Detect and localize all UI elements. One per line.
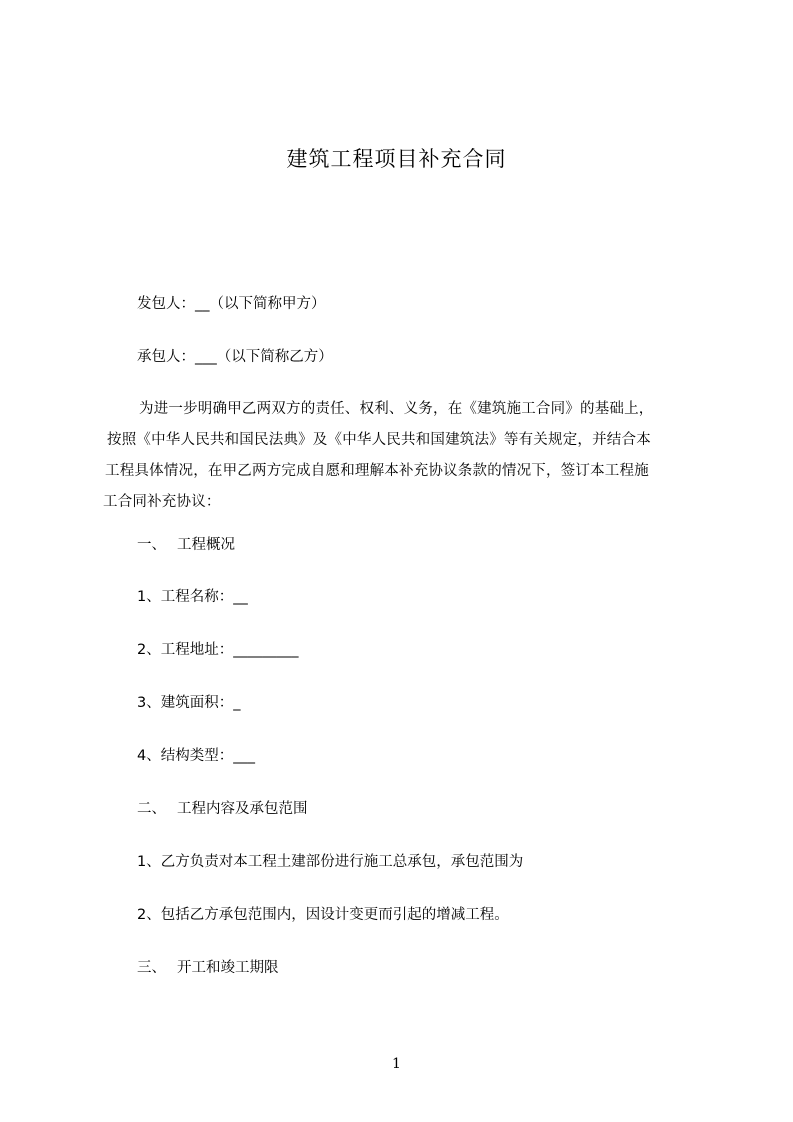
section-1-item: 1、工程名称：__ <box>137 589 248 605</box>
section-3-heading <box>137 956 279 977</box>
section-title: 开工和竣工期限 <box>177 960 279 976</box>
intro-line: 为进一步明确甲乙两双方的责任、权利、义务，在《建筑施工合同》的基础上， <box>139 401 654 417</box>
intro-line: 按照《中华人民共和国民法典》及《中华人民共和国建筑法》等有关规定，并结合本 <box>107 432 651 448</box>
section-2-item: 2、包括乙方承包范围内，因设计变更而引起的增减工程。 <box>137 907 509 923</box>
party-b-line: 承包人：___（以下简称乙方） <box>137 349 333 365</box>
document-title: 建筑工程项目补充合同 <box>286 147 507 171</box>
section-1-item: 3、建筑面积：_ <box>137 695 241 711</box>
section-2-item: 1、乙方负责对本工程土建部份进行施工总承包，承包范围为 <box>137 854 524 870</box>
section-number: 二、 <box>137 801 166 817</box>
intro-paragraph <box>103 394 693 518</box>
section-1-item: 4、结构类型：___ <box>137 748 255 764</box>
section-2-heading <box>137 797 308 818</box>
party-a-line: 发包人：__（以下简称甲方） <box>137 296 326 312</box>
section-number: 一、 <box>137 537 166 553</box>
section-1-heading <box>137 533 235 554</box>
page-number: 1 <box>392 1056 401 1072</box>
intro-line: 工合同补充协议： <box>103 494 221 510</box>
section-title: 工程内容及承包范围 <box>177 801 308 817</box>
section-1-item: 2、工程地址：_________ <box>137 642 299 658</box>
section-number: 三、 <box>137 960 166 976</box>
intro-line: 工程具体情况，在甲乙两方完成自愿和理解本补充协议条款的情况下，签订本工程施 <box>105 463 649 479</box>
section-title: 工程概况 <box>177 537 235 553</box>
